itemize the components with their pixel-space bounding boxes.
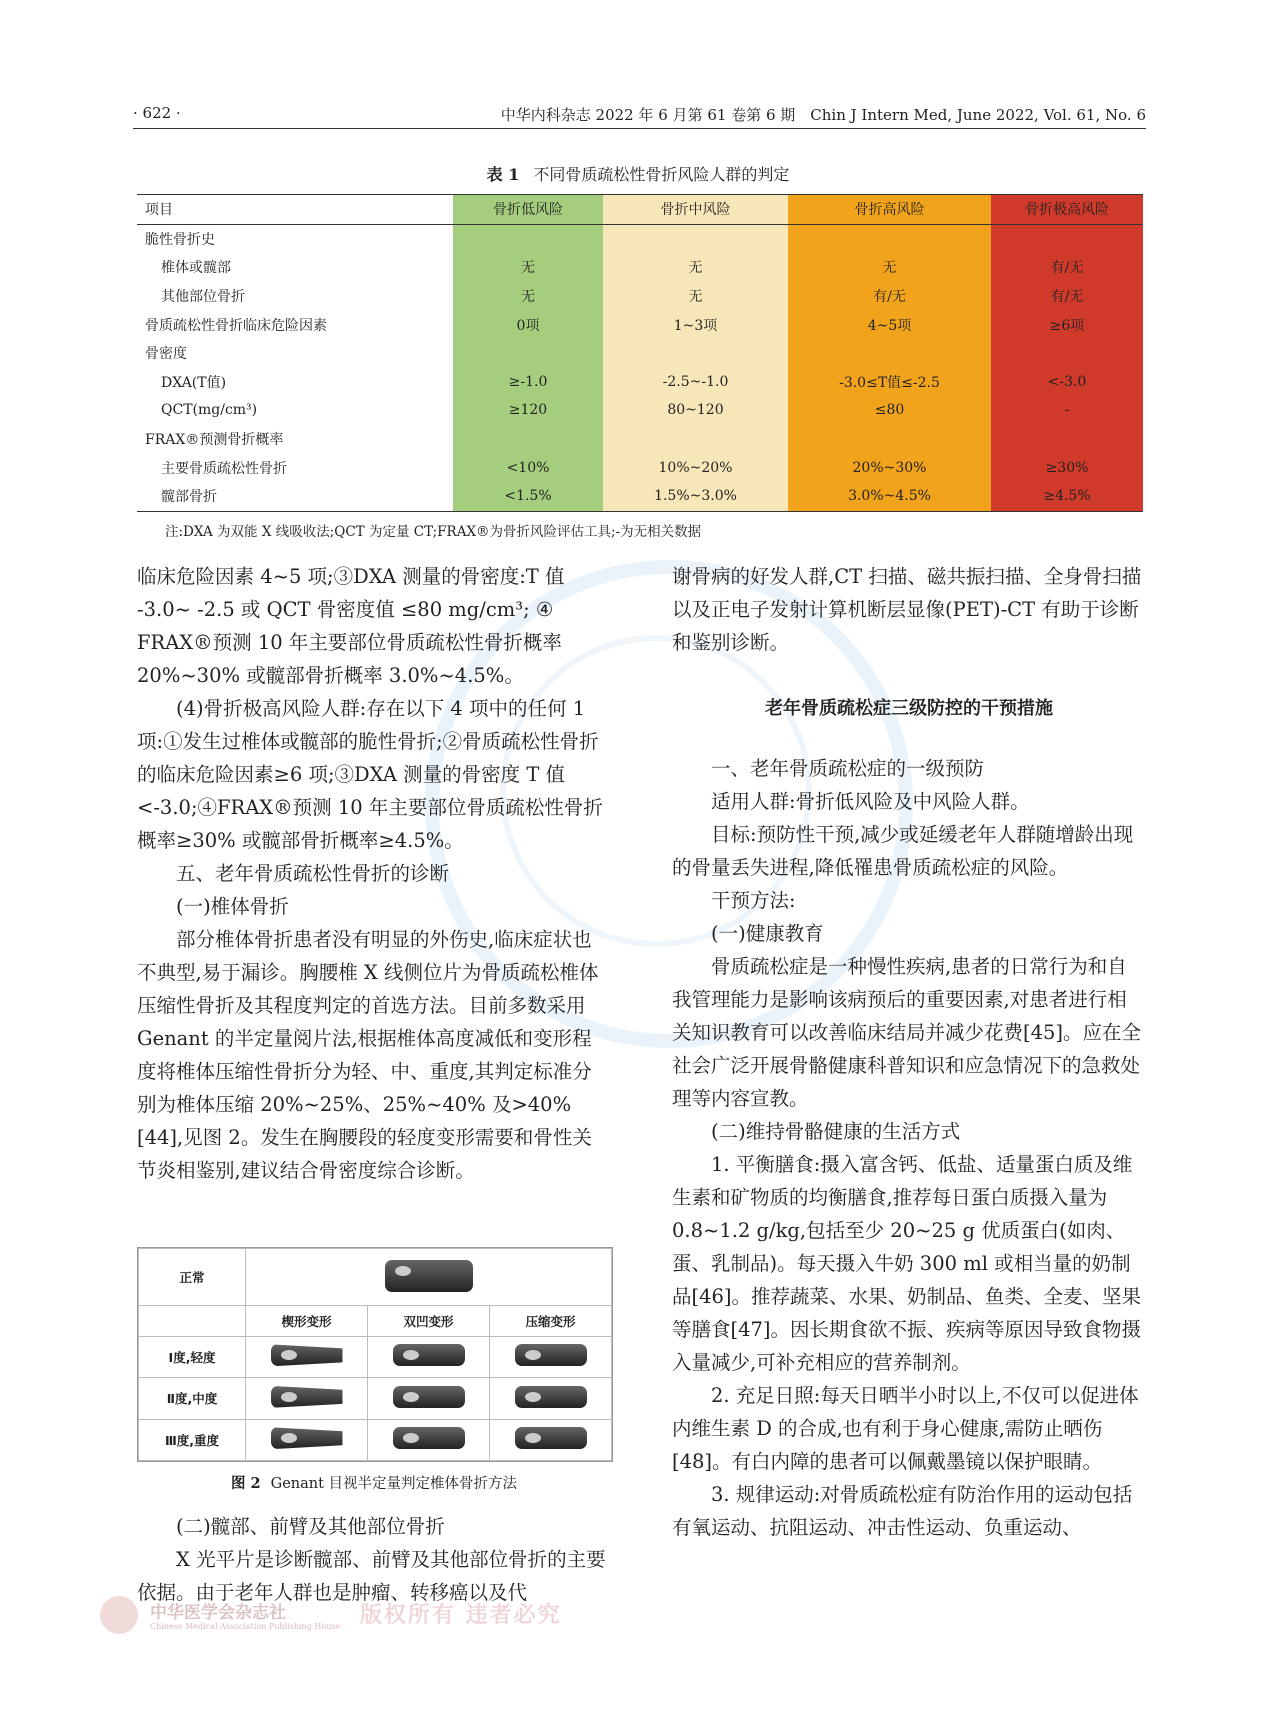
row-label: 椎体或髋部 xyxy=(161,260,231,277)
right-column xyxy=(672,560,1146,1544)
figure-col-header-row xyxy=(139,1306,612,1336)
paragraph: X 光平片是诊断髋部、前臂及其他部位骨折的主要依据。由于老年人群也是肿瘤、转移癌以及代 xyxy=(137,1548,606,1604)
crush-vertebra-image xyxy=(515,1344,587,1366)
wedge-vertebra-image xyxy=(271,1386,343,1408)
figure-row-grade2 xyxy=(139,1378,612,1419)
risk-table xyxy=(137,194,1143,512)
section-heading: 五、老年骨质疏松性骨折的诊断 xyxy=(176,862,450,885)
table-cell: ≥-1.0 xyxy=(453,368,603,397)
table-note: 注:DXA 为双能 X 线吸收法;QCT 为定量 CT;FRAX®为骨折风险评估工具;-为无相关数据 xyxy=(165,524,702,540)
journal-header: 中华内科杂志 2022 年 6 月第 61 卷第 6 期 Chin J Intern Med, June 2022, Vol. 61, No. 6 xyxy=(500,106,1146,124)
table-cell: 4~5项 xyxy=(788,310,991,339)
paragraph: 目标:预防性干预,减少或延缓老年人群随增龄出现的骨量丢失进程,降低罹患骨质疏松症的风险。 xyxy=(672,823,1134,879)
table-cell: 0项 xyxy=(453,310,603,339)
table-cell: ≥30% xyxy=(991,453,1143,482)
table-cell: 1~3项 xyxy=(603,310,788,339)
row-label: Ⅲ度,重度 xyxy=(139,1419,246,1460)
normal-vertebra-image xyxy=(385,1260,473,1292)
page-number: · 622 · xyxy=(133,104,181,122)
header-low-risk: 骨折低风险 xyxy=(453,195,603,225)
paragraph: (4)骨折极高风险人群:存在以下 4 项中的任何 1 项:①发生过椎体或髋部的脆性骨折;②骨质疏松性骨折的临床危险因素≥6 项;③DXA 测量的骨密度 T 值<-3.0;④FRAX®预测 10 年主要部位骨质疏松性骨折概率≥30% 或髋部骨折概率≥4.5%。 xyxy=(137,697,603,852)
paragraph: 谢骨病的好发人群,CT 扫描、磁共振扫描、全身骨扫描以及正电子发射计算机断层显像(PET)-CT 有助于诊断和鉴别诊断。 xyxy=(672,565,1142,654)
table-cell: 1.5%~3.0% xyxy=(603,482,788,511)
subsection-heading: (一)健康教育 xyxy=(711,922,824,945)
paragraph: 适用人群:骨折低风险及中风险人群。 xyxy=(711,790,1030,813)
table-cell xyxy=(453,425,603,454)
paragraph: 3. 规律运动:对骨质疏松症有防治作用的运动包括有氧运动、抗阻运动、冲击性运动、负重运动、 xyxy=(672,1483,1133,1539)
publisher-name-en: Chinese Medical Association Publishing House xyxy=(150,1622,341,1631)
table-cell xyxy=(603,224,788,253)
biconcave-vertebra-image xyxy=(393,1386,465,1408)
paragraph: 1. 平衡膳食:摄入富含钙、低盐、适量蛋白质及维生素和矿物质的均衡膳食,推荐每日蛋白质摄入量为 0.8~1.2 g/kg,包括至少 20~25 g 优质蛋白(如肉、蛋、乳制品)。每天摄入牛奶 300 ml 或相当量的奶制品[46]。推荐蔬菜、水果、奶制品、鱼类、全麦、坚果等膳食[47]。因长期食欲不振、疾病等原因导致食物摄入量减少,可补充相应的营养制剂。 xyxy=(672,1153,1142,1374)
header-item: 项目 xyxy=(137,195,453,225)
table-cell: - xyxy=(991,396,1143,425)
table-cell: ≤80 xyxy=(788,396,991,425)
table-cell xyxy=(788,224,991,253)
paragraph: 临床危险因素 4~5 项;③DXA 测量的骨密度:T 值 -3.0~ -2.5 或 QCT 骨密度值 ≤80 mg/cm³; ④ FRAX®预测 10 年主要部位骨质疏松性骨折概率 20%~30% 或髋部骨折概率 3.0%~4.5%。 xyxy=(137,565,565,687)
table-title-text: 不同骨质疏松性骨折风险人群的判定 xyxy=(533,165,790,184)
genant-figure xyxy=(137,1247,613,1462)
table-cell xyxy=(453,339,603,368)
row-label: Ⅱ度,中度 xyxy=(139,1378,246,1419)
biconcave-vertebra-image xyxy=(393,1427,465,1449)
table-cell: 10%~20% xyxy=(603,453,788,482)
table-cell: 有/无 xyxy=(991,282,1143,311)
table-cell: ≥4.5% xyxy=(991,482,1143,511)
row-label: Ⅰ度,轻度 xyxy=(139,1336,246,1377)
table-cell xyxy=(788,339,991,368)
figure-caption-text: Genant 目视半定量判定椎体骨折方法 xyxy=(270,1476,518,1492)
table-cell xyxy=(991,339,1143,368)
crush-vertebra-image xyxy=(515,1386,587,1408)
header-very-high-risk: 骨折极高风险 xyxy=(991,195,1143,225)
table-cell: 3.0%~4.5% xyxy=(788,482,991,511)
copyright-notice: 版权所有 违者必究 xyxy=(360,1602,562,1628)
table-cell: 有/无 xyxy=(991,253,1143,282)
table-row xyxy=(137,282,1143,311)
table-cell: <10% xyxy=(453,453,603,482)
row-label: 其他部位骨折 xyxy=(161,289,245,306)
biconcave-vertebra-image xyxy=(393,1344,465,1366)
table-cell: 有/无 xyxy=(788,282,991,311)
table-cell: 无 xyxy=(453,253,603,282)
row-label: QCT(mg/cm³) xyxy=(161,402,258,419)
row-label: DXA(T值) xyxy=(161,374,227,391)
table-cell xyxy=(453,224,603,253)
row-label: 髋部骨折 xyxy=(161,489,217,506)
col-label: 压缩变形 xyxy=(490,1306,612,1336)
table-cell: 80~120 xyxy=(603,396,788,425)
table-cell: ≥6项 xyxy=(991,310,1143,339)
table-cell xyxy=(603,425,788,454)
wedge-vertebra-image xyxy=(271,1427,343,1449)
table-cell: -3.0≤T值≤-2.5 xyxy=(788,368,991,397)
header-rule xyxy=(133,128,1146,129)
figure-row-grade1 xyxy=(139,1336,612,1377)
figure-row-grade3 xyxy=(139,1419,612,1460)
subsection-heading: (二)维持骨骼健康的生活方式 xyxy=(711,1120,961,1143)
table-cell: 无 xyxy=(453,282,603,311)
paragraph: 2. 充足日照:每天日晒半小时以上,不仅可以促进体内维生素 D 的合成,也有利于身心健康,需防止晒伤[48]。有白内障的患者可以佩戴墨镜以保护眼睛。 xyxy=(672,1384,1139,1473)
table-row xyxy=(137,253,1143,282)
table-row xyxy=(137,453,1143,482)
table-header-row xyxy=(137,195,1143,225)
row-label: 骨密度 xyxy=(145,346,187,363)
table-cell: 无 xyxy=(603,253,788,282)
left-column xyxy=(137,560,611,1187)
row-label: FRAX®预测骨折概率 xyxy=(145,432,284,449)
table-row xyxy=(137,396,1143,425)
row-label: 正常 xyxy=(139,1249,246,1306)
wedge-vertebra-image xyxy=(271,1344,343,1366)
table-row xyxy=(137,224,1143,253)
section-title: 老年骨质疏松症三级防控的干预措施 xyxy=(765,698,1053,719)
table-row xyxy=(137,482,1143,511)
row-label: 主要骨质疏松性骨折 xyxy=(161,460,287,477)
table-row xyxy=(137,368,1143,397)
crush-vertebra-image xyxy=(515,1427,587,1449)
header-medium-risk: 骨折中风险 xyxy=(603,195,788,225)
section-heading: 一、老年骨质疏松症的一级预防 xyxy=(711,757,985,780)
table-label: 表 1 xyxy=(486,165,520,184)
subsection-heading: (一)椎体骨折 xyxy=(176,895,289,918)
table-row xyxy=(137,425,1143,454)
publisher-logo-icon xyxy=(100,1596,138,1634)
paragraph: 干预方法: xyxy=(711,889,796,912)
paragraph: 部分椎体骨折患者没有明显的外伤史,临床症状也不典型,易于漏诊。胸腰椎 X 线侧位片为骨质疏松椎体压缩性骨折及其程度判定的首选方法。目前多数采用 Genant 的半定量阅片法,根据椎体高度减低和变形程度将椎体压缩性骨折分为轻、中、重度,其判定标准分别为椎体压缩 20%~25%、25%~40% 及>40%[44],见图 2。发生在胸腰段的轻度变形需要和骨性关节炎相鉴别,建议结合骨密度综合诊断。 xyxy=(137,928,599,1182)
table-cell: <-3.0 xyxy=(991,368,1143,397)
figure-row-normal xyxy=(139,1249,612,1306)
publisher-name: 中华医学会杂志社 xyxy=(150,1603,286,1623)
row-label: 骨质疏松性骨折临床危险因素 xyxy=(145,317,327,334)
col-label: 楔形变形 xyxy=(246,1306,368,1336)
subsection-heading: (二)髋部、前臂及其他部位骨折 xyxy=(176,1515,445,1538)
row-label: 脆性骨折史 xyxy=(145,231,215,248)
table-cell: ≥120 xyxy=(453,396,603,425)
table-cell: <1.5% xyxy=(453,482,603,511)
paragraph: 骨质疏松症是一种慢性疾病,患者的日常行为和自我管理能力是影响该病预后的重要因素,对患者进行相关知识教育可以改善临床结局并减少花费[45]。应在全社会广泛开展骨骼健康科普知识和应急情况下的急救处理等内容宣教。 xyxy=(672,955,1142,1110)
figure-caption xyxy=(137,1472,611,1493)
table-cell xyxy=(991,224,1143,253)
table-cell xyxy=(788,425,991,454)
table-cell: -2.5~-1.0 xyxy=(603,368,788,397)
table-cell: 20%~30% xyxy=(788,453,991,482)
left-column-bottom xyxy=(137,1510,611,1609)
table-cell: 无 xyxy=(603,282,788,311)
table-title xyxy=(0,162,1276,185)
table-row xyxy=(137,310,1143,339)
figure-label: 图 2 xyxy=(230,1475,261,1492)
table-cell xyxy=(603,339,788,368)
table-cell xyxy=(991,425,1143,454)
table-cell: 无 xyxy=(788,253,991,282)
table-row xyxy=(137,339,1143,368)
header-high-risk: 骨折高风险 xyxy=(788,195,991,225)
col-label: 双凹变形 xyxy=(368,1306,490,1336)
